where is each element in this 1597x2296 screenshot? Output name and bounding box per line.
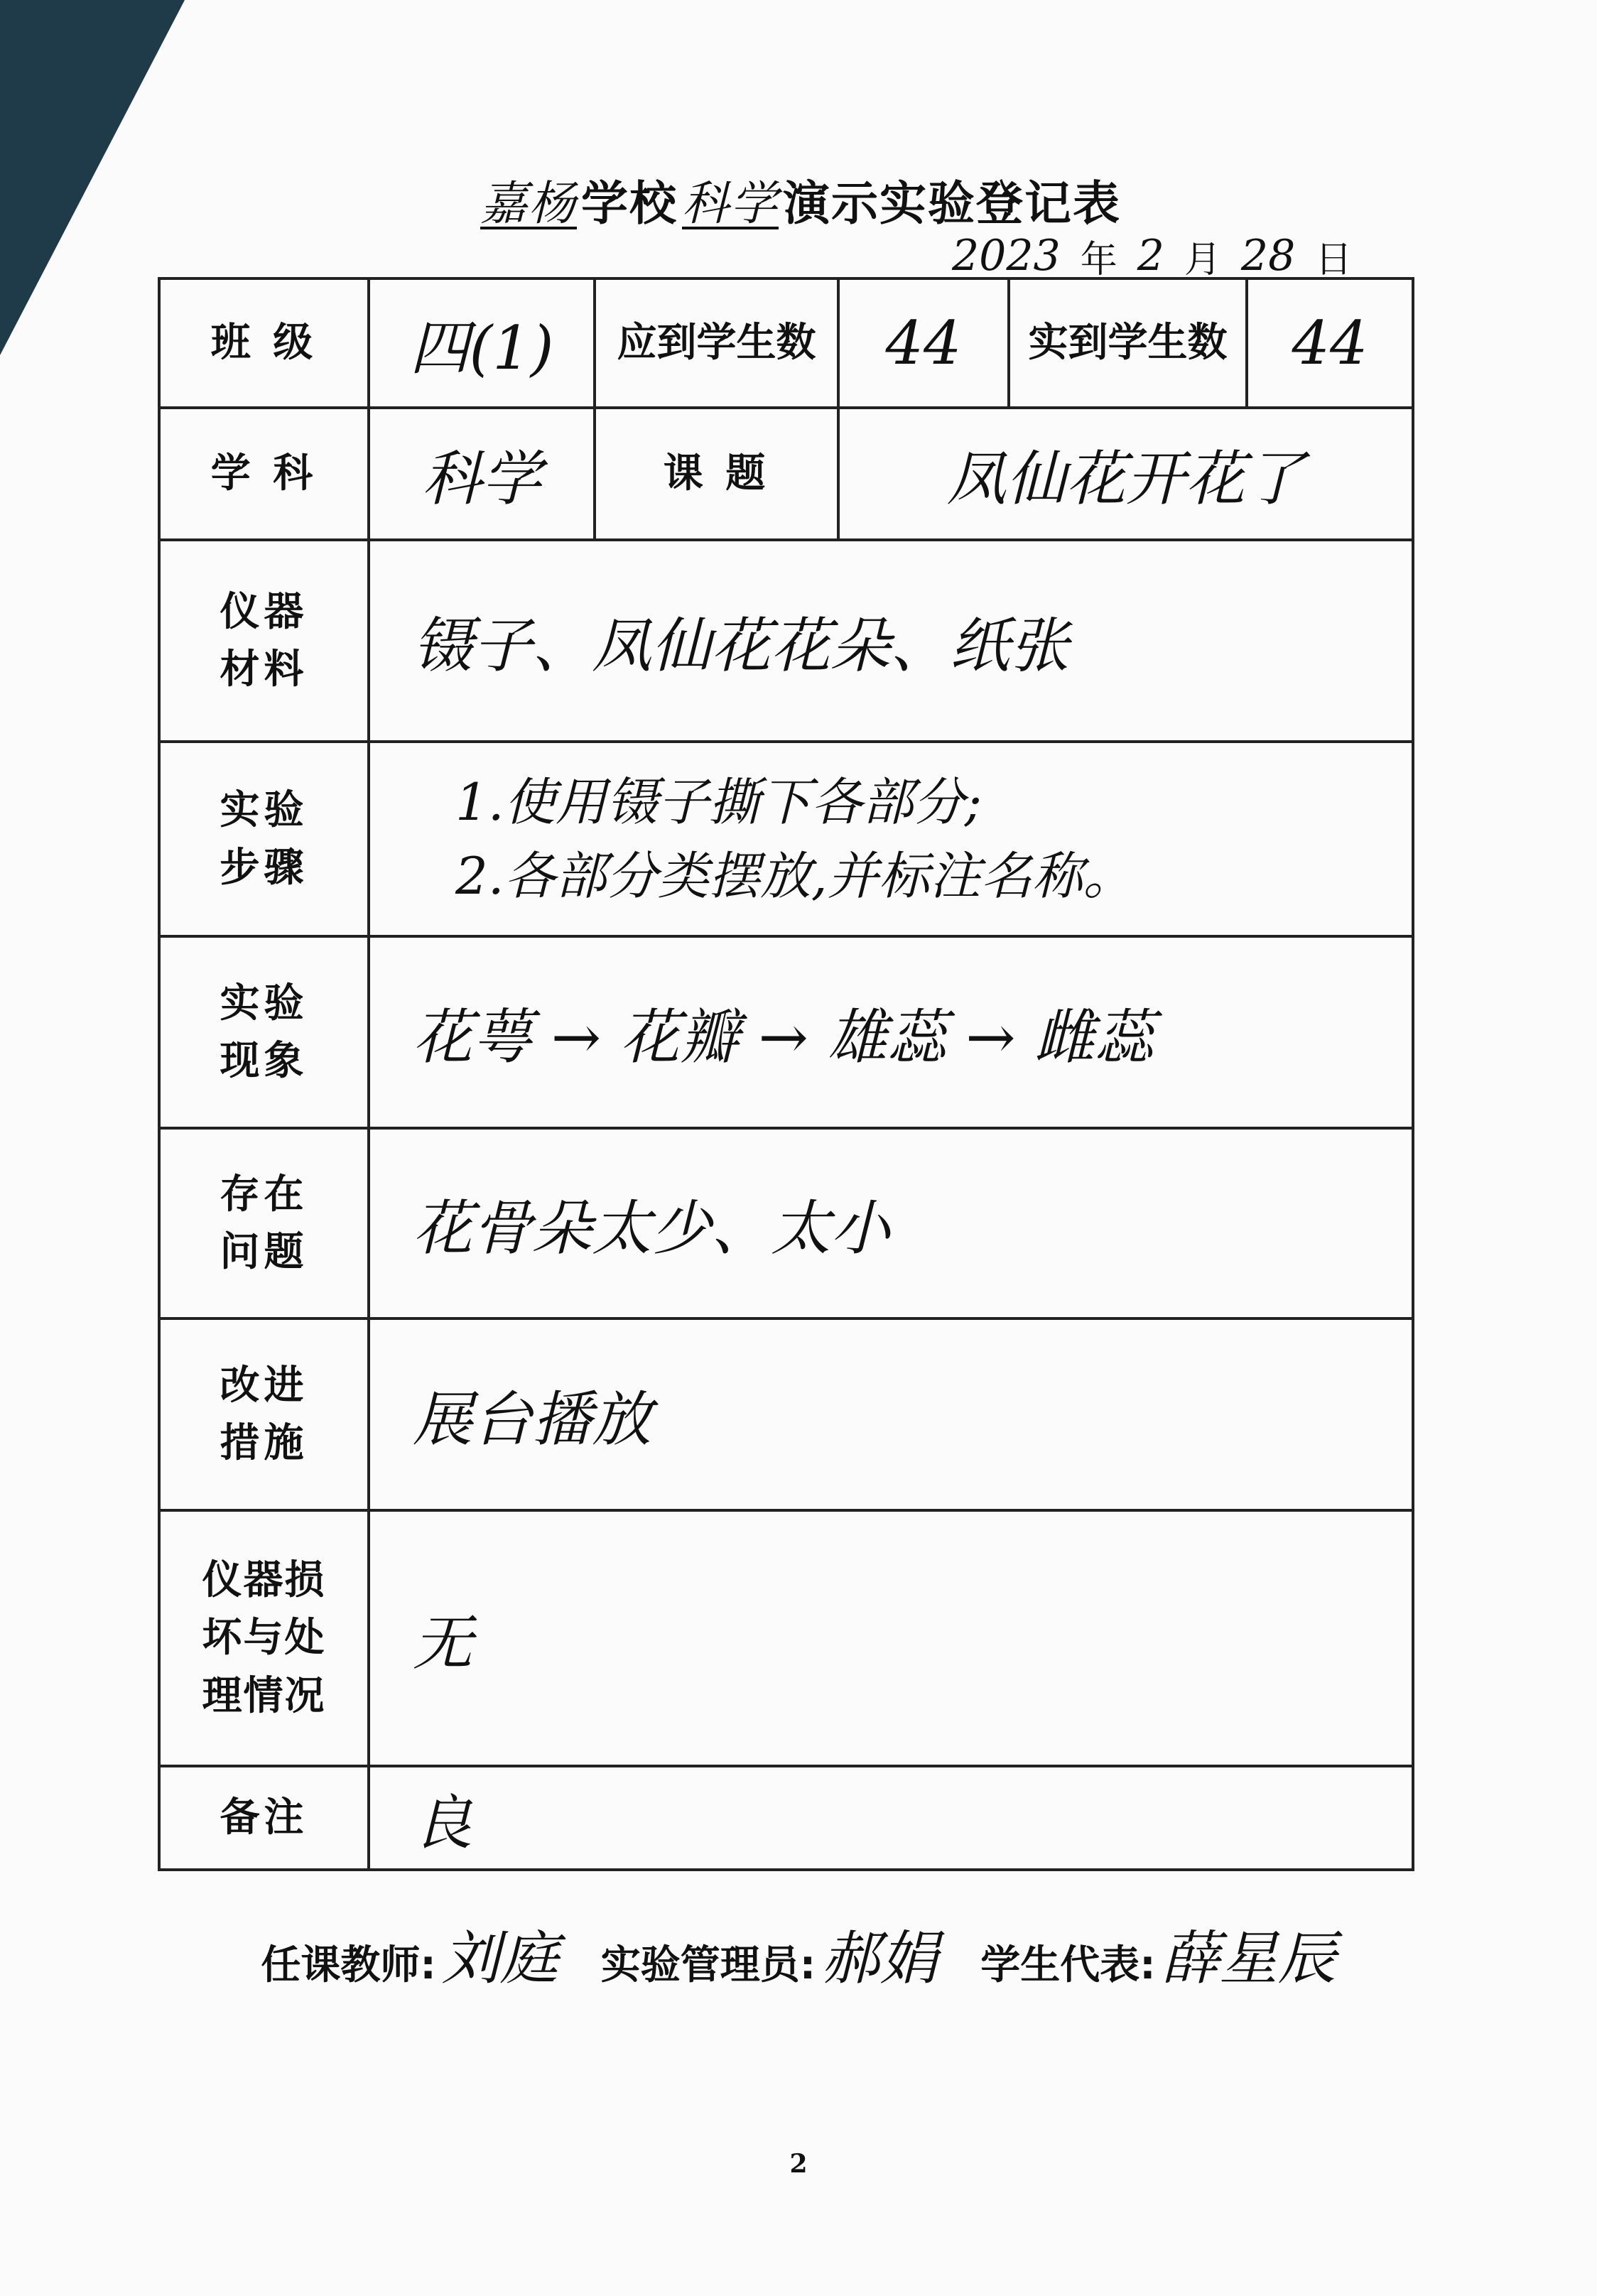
title-school-suffix: 学校	[581, 176, 678, 231]
phenomenon-label	[159, 936, 369, 1128]
actual-students-label: 实到学生数	[1009, 278, 1247, 408]
title-subject: 科学	[682, 176, 779, 231]
teacher-label: 任课教师:	[261, 1942, 436, 1988]
student-signature: 薛星辰	[1161, 1924, 1336, 1993]
date-day: 28	[1240, 231, 1296, 281]
class-label: 班 级	[159, 278, 369, 408]
expected-students-label: 应到学生数	[595, 278, 838, 408]
damage-label-line-2: 坏与处	[202, 1615, 326, 1662]
steps-line-1: 1.使用镊子撕下各部分;	[455, 771, 982, 832]
row-improvements	[159, 1318, 1413, 1510]
class-value: 四(1)	[369, 278, 595, 408]
page-title	[0, 155, 1597, 233]
topic-label: 课 题	[595, 408, 838, 540]
materials-label	[159, 540, 369, 742]
improvements-label-line-1: 改进	[220, 1362, 308, 1409]
damage-label-line-1: 仪器损	[202, 1557, 326, 1604]
form-date	[952, 227, 1353, 284]
damage-label-line-3: 理情况	[202, 1672, 326, 1719]
row-steps	[159, 742, 1413, 936]
steps-label-line-2: 步骤	[220, 845, 308, 891]
problems-label	[159, 1128, 369, 1318]
teacher-signature: 刘庭	[441, 1924, 558, 1993]
improvements-label	[159, 1318, 369, 1510]
date-day-unit: 日	[1315, 238, 1353, 281]
row-phenomenon	[159, 936, 1413, 1128]
notes-label: 备注	[159, 1766, 369, 1870]
row-notes	[159, 1766, 1413, 1870]
materials-value: 镊子、凤仙花花朵、纸张	[369, 540, 1413, 742]
problems-label-line-2: 问题	[220, 1229, 308, 1275]
date-month-unit: 月	[1184, 238, 1221, 281]
date-month: 2	[1137, 231, 1164, 281]
actual-students-value: 44	[1247, 278, 1413, 408]
registration-table	[158, 277, 1414, 1871]
steps-line-2: 2.各部分类摆放,并标注名称。	[455, 846, 1135, 906]
phenomenon-label-line-2: 现象	[220, 1038, 308, 1084]
title-rest: 演示实验登记表	[783, 176, 1121, 231]
row-class	[159, 278, 1413, 408]
expected-students-value: 44	[838, 278, 1009, 408]
phenomenon-label-line-1: 实验	[220, 980, 308, 1027]
materials-label-line-2: 材料	[220, 646, 308, 693]
steps-label-line-1: 实验	[220, 786, 308, 833]
row-materials	[159, 540, 1413, 742]
student-label: 学生代表:	[980, 1942, 1156, 1988]
steps-label	[159, 742, 369, 936]
improvements-label-line-2: 措施	[220, 1420, 308, 1466]
page-number: 2	[789, 2149, 808, 2179]
materials-label-line-1: 仪器	[220, 588, 308, 635]
subject-value: 科学	[369, 408, 595, 540]
subject-label: 学 科	[159, 408, 369, 540]
date-year-unit: 年	[1080, 238, 1117, 281]
problems-value: 花骨朵太少、太小	[369, 1128, 1413, 1318]
teacher-signature-block	[261, 1912, 558, 1996]
admin-label: 实验管理员:	[600, 1942, 816, 1988]
steps-value	[369, 742, 1413, 936]
admin-signature-block	[601, 1912, 938, 1996]
row-problems	[159, 1128, 1413, 1318]
topic-value: 凤仙花开花了	[838, 408, 1413, 540]
row-subject	[159, 408, 1413, 540]
improvements-value: 展台播放	[369, 1318, 1413, 1510]
student-signature-block	[980, 1912, 1336, 1996]
date-year: 2023	[952, 231, 1061, 281]
signature-line	[0, 1911, 1597, 1996]
admin-signature: 郝娟	[821, 1924, 938, 1993]
problems-label-line-1: 存在	[220, 1171, 308, 1218]
notes-value: 良	[369, 1766, 1413, 1870]
row-damage	[159, 1510, 1413, 1766]
phenomenon-value: 花萼 → 花瓣 → 雄蕊 → 雌蕊	[369, 936, 1413, 1128]
damage-label	[159, 1510, 369, 1766]
damage-value: 无	[369, 1510, 1413, 1766]
title-school-name: 嘉杨	[480, 176, 577, 231]
